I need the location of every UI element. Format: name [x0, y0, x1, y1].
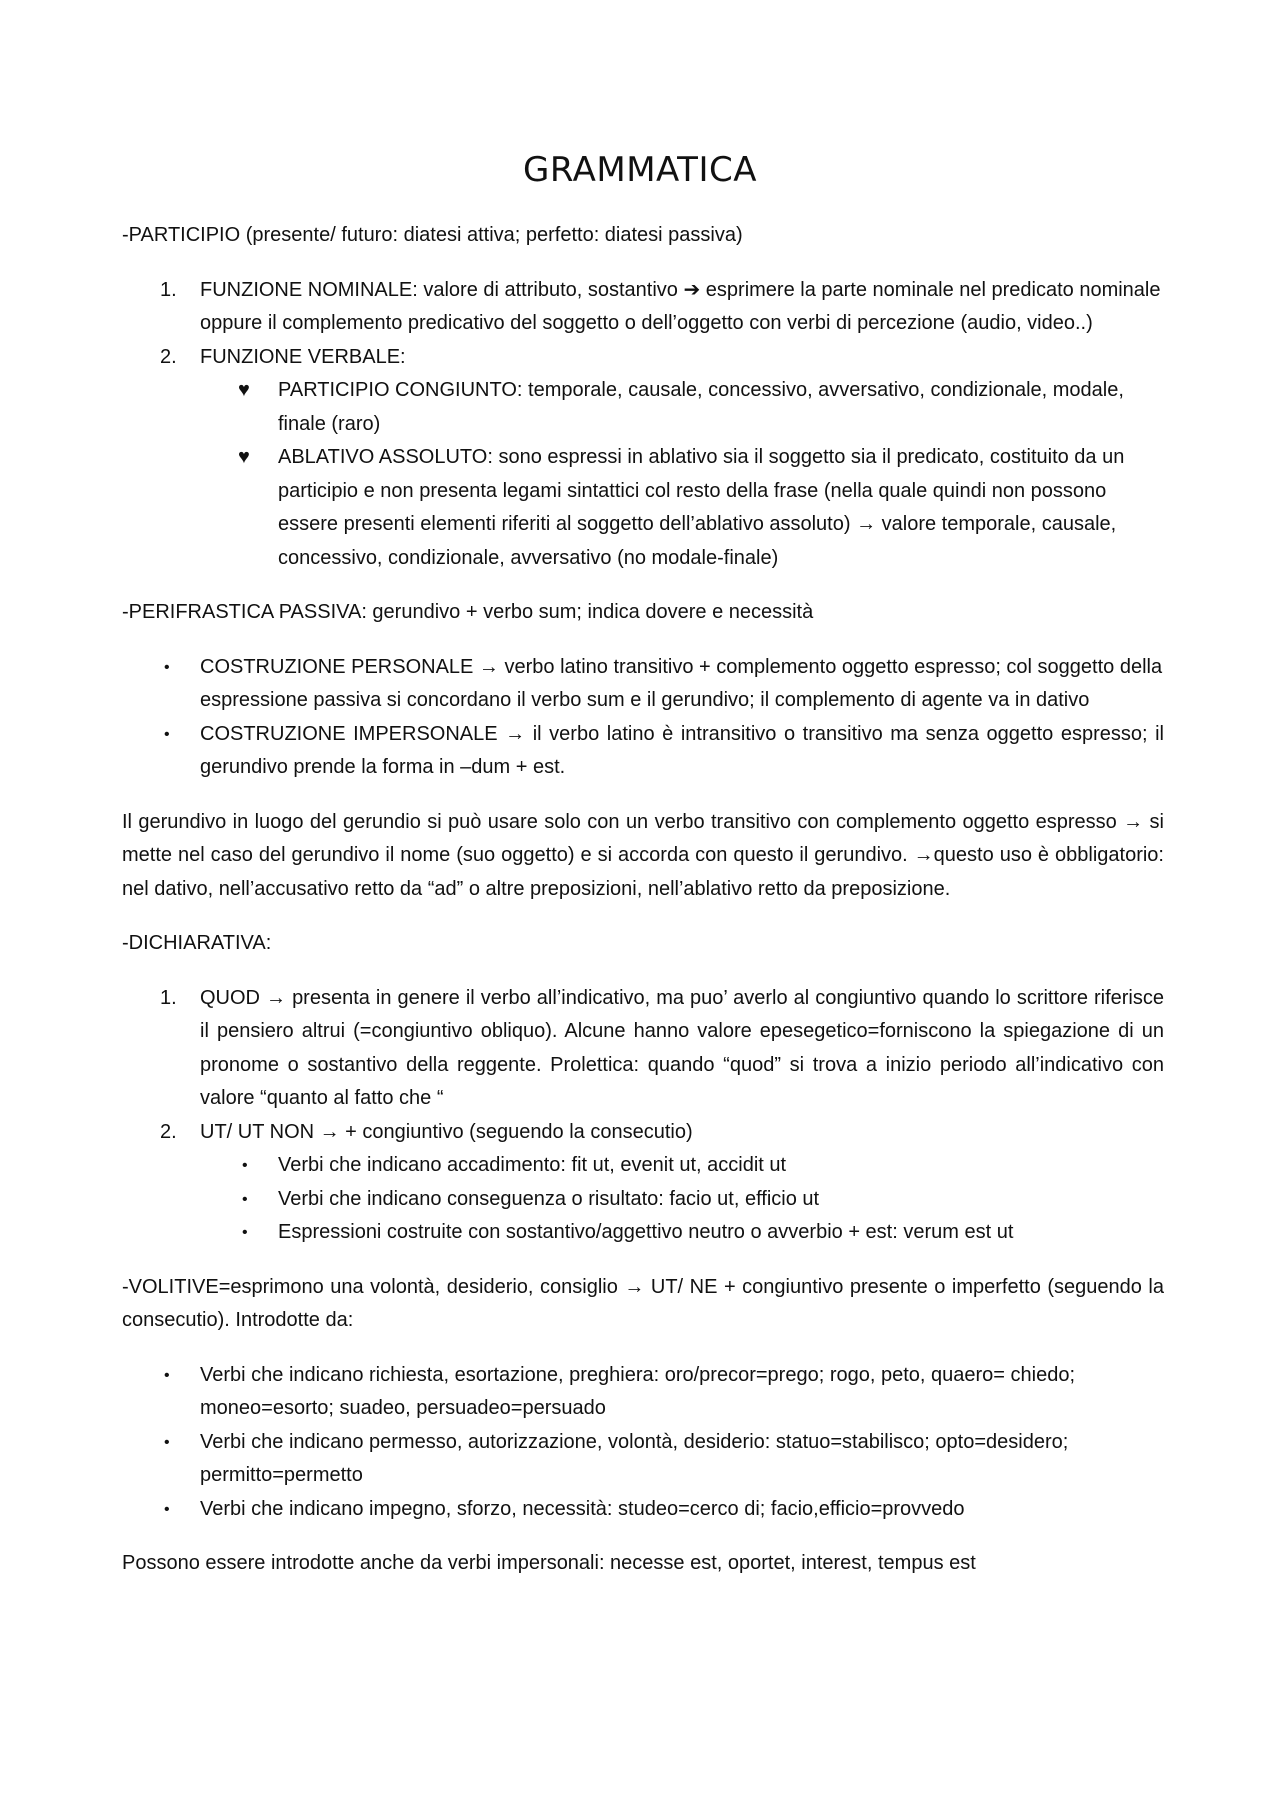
list-item-text: COSTRUZIONE PERSONALE → verbo latino transitivo + complemento oggetto espresso; col soggetto della espressione passiva si concordano il verbo sum e il gerundivo; il complemento di agente va in dativo	[200, 655, 1163, 711]
list-item-text: FUNZIONE NOMINALE: valore di attributo, sostantivo ➔ esprimere la parte nominale nel predicato nominale oppure il complemento predicativo del soggetto o dell’oggetto con verbi di percezione (audio, video..)	[200, 278, 1161, 334]
bullet-icon: •	[242, 1157, 248, 1174]
bullet-icon: •	[242, 1224, 248, 1241]
list-item	[122, 274, 1164, 341]
list-item	[122, 718, 1164, 785]
list-item	[122, 1426, 1164, 1493]
perifrastica-heading: -PERIFRASTICA PASSIVA: gerundivo + verbo sum; indica dovere e necessità	[122, 601, 814, 623]
heart-icon: ♥	[238, 379, 250, 401]
list-number: 2.	[160, 1120, 177, 1143]
heart-icon: ♥	[238, 446, 250, 468]
list-item-text: QUOD → presenta in genere il verbo all’indicativo, ma puo’ averlo al congiuntivo quando lo scrittore riferisce il pensiero altrui (=congiuntivo obliquo). Alcune hanno valore epesegetico=forniscono la spiegazione di un pronome o sostantivo della reggente. Prolettica: quando “quod” si trova a inizio periodo all’indicativo con valore “quanto al fatto che “	[200, 986, 1164, 1109]
ut-sublist	[200, 1149, 1164, 1250]
volitive-list	[122, 1359, 1164, 1527]
list-item	[122, 1359, 1164, 1426]
list-number: 1.	[160, 278, 177, 301]
list-item	[122, 982, 1164, 1116]
list-item-text: Espressioni costruite con sostantivo/aggettivo neutro o avverbio + est: verum est ut	[278, 1221, 1014, 1243]
list-item-text: ABLATIVO ASSOLUTO: sono espressi in ablativo sia il soggetto sia il predicato, costituito da un participio e non presenta legami sintattici col resto della frase (nella quale quindi non possono essere presenti elementi riferiti al soggetto dell’ablativo assoluto) → valore temporale, causale, concessivo, condizionale, avversativo (no modale-finale)	[278, 446, 1125, 569]
list-number: 1.	[160, 986, 177, 1009]
list-item-text: FUNZIONE VERBALE:	[200, 345, 406, 368]
participio-heading: -PARTICIPIO (presente/ futuro: diatesi attiva; perfetto: diatesi passiva)	[122, 224, 743, 246]
gerundivo-paragraph: Il gerundivo in luogo del gerundio si può usare solo con un verbo transitivo con complemento oggetto espresso → si mette nel caso del gerundivo il nome (suo oggetto) e si accorda con questo il gerundivo. →questo uso è obbligatorio: nel dativo, nell’accusativo retto da “ad” o altre preposizioni, nell’ablativo retto da preposizione.	[122, 810, 1164, 900]
dichiarativa-list	[122, 982, 1164, 1250]
list-item-text: UT/ UT NON → + congiuntivo (seguendo la consecutio)	[200, 1120, 693, 1143]
list-item	[200, 1149, 1164, 1183]
list-item-text: Verbi che indicano impegno, sforzo, necessità: studeo=cerco di; facio,efficio=provvedo	[200, 1497, 965, 1520]
list-item	[200, 1183, 1164, 1217]
bullet-icon: •	[164, 725, 170, 743]
list-item-text: PARTICIPIO CONGIUNTO: temporale, causale, concessivo, avversativo, condizionale, modale, finale (raro)	[278, 379, 1124, 435]
document-body	[122, 219, 1164, 1602]
bullet-icon: •	[242, 1190, 248, 1208]
funzione-verbale-sublist	[200, 374, 1164, 575]
list-item-text: Verbi che indicano richiesta, esortazione, preghiera: oro/precor=prego; rogo, peto, quaero= chiedo; moneo=esorto; suadeo, persuadeo=persuado	[200, 1363, 1075, 1419]
dichiarativa-heading: -DICHIARATIVA:	[122, 932, 272, 954]
list-item-text: COSTRUZIONE IMPERSONALE → il verbo latino è intransitivo o transitivo ma senza oggetto espresso; il gerundivo prende la forma in –dum + est.	[200, 722, 1164, 778]
list-item	[200, 441, 1164, 575]
page-title: GRAMMATICA	[523, 150, 757, 190]
closing-paragraph: Possono essere introdotte anche da verbi impersonali: necesse est, oportet, interest, tempus est	[122, 1552, 976, 1574]
list-item	[200, 1216, 1164, 1250]
perifrastica-list	[122, 651, 1164, 785]
list-item	[122, 651, 1164, 718]
list-item	[122, 1493, 1164, 1527]
volitive-heading: -VOLITIVE=esprimono una volontà, desiderio, consiglio → UT/ NE + congiuntivo presente o imperfetto (seguendo la consecutio). Introdotte da:	[122, 1275, 1164, 1331]
list-item-text: Verbi che indicano permesso, autorizzazione, volontà, desiderio: statuo=stabilisco; opto=desidero; permitto=permetto	[200, 1430, 1069, 1486]
list-item-text: Verbi che indicano conseguenza o risultato: facio ut, efficio ut	[278, 1187, 820, 1210]
bullet-icon: •	[164, 1366, 170, 1384]
list-item	[200, 374, 1164, 441]
bullet-icon: •	[164, 658, 170, 676]
list-item-text: Verbi che indicano accadimento: fit ut, evenit ut, accidit ut	[278, 1154, 787, 1176]
bullet-icon: •	[164, 1500, 170, 1518]
participio-list	[122, 274, 1164, 576]
list-item	[122, 341, 1164, 576]
bullet-icon: •	[164, 1433, 170, 1451]
list-item	[122, 1116, 1164, 1250]
list-number: 2.	[160, 345, 177, 368]
